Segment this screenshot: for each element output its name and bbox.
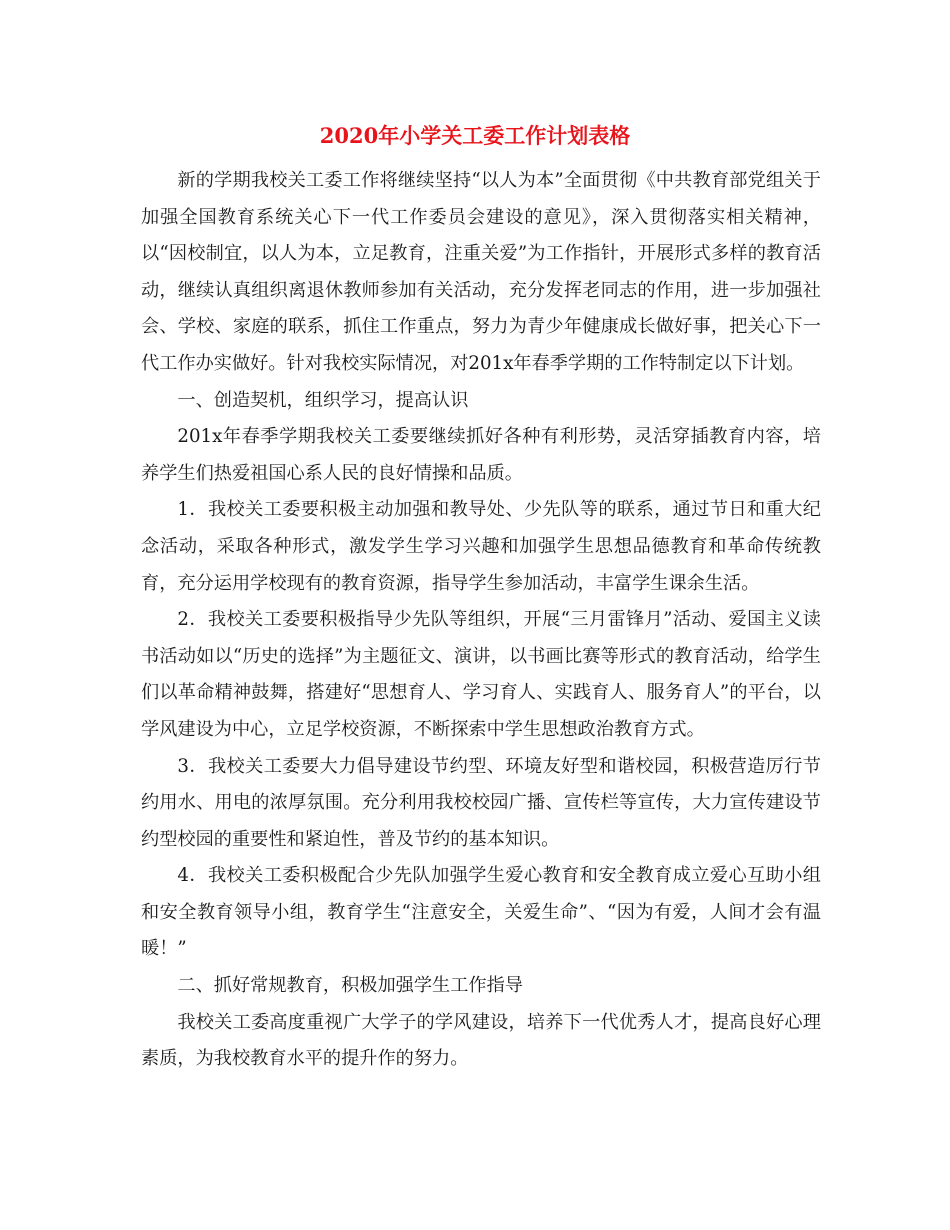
section-heading-1: 一、创造契机，组织学习，提高认识 xyxy=(177,389,469,411)
paragraph: 201x年春季学期我校关工委要继续抓好各种有利形势，灵活穿插教育内容，培养学生们热爱祖国心系人民的良好情操和品质。 xyxy=(141,426,821,484)
paragraph: 我校关工委高度重视广大学子的学风建设，培养下一代优秀人才，提高良好心理素质，为我校教育水平的提升作的努力。 xyxy=(141,1011,821,1070)
section-heading-2: 二、抓好常规教育，积极加强学生工作指导 xyxy=(177,975,523,997)
document-title: 2020年小学关工委工作计划表格 xyxy=(319,123,631,148)
list-item-3: 3．我校关工委要大力倡导建设节约型、环境友好型和谐校园，积极营造厉行节约用水、用电的浓厚氛围。充分利用我校校园广播、宣传栏等宣传，大力宣传建设节约型校园的重要性和紧迫性，普及节约的基本知识。 xyxy=(141,755,821,850)
document-body xyxy=(141,163,821,1078)
list-item-1: 1．我校关工委要积极主动加强和教导处、少先队等的联系，通过节日和重大纪念活动，采取各种形式，激发学生学习兴趣和加强学生思想品德教育和革命传统教育，充分运用学校现有的教育资源，指导学生参加活动，丰富学生课余生活。 xyxy=(141,499,821,594)
list-item-2: 2．我校关工委要积极指导少先队等组织，开展“三月雷锋月”活动、爱国主义读书活动如以“历史的选择”为主题征文、演讲，以书画比赛等形式的教育活动，给学生们以革命精神鼓舞，搭建好“思想育人、学习育人、实践育人、服务育人”的平台，以学风建设为中心，立足学校资源，不断探索中学生思想政治教育方式。 xyxy=(141,609,821,740)
paragraph-intro: 新的学期我校关工委工作将继续坚持“以人为本”全面贯彻《中共教育部党组关于加强全国教育系统关心下一代工作委员会建设的意见》，深入贯彻落实相关精神，以“因校制宜，以人为本，立足教育，注重关爱”为工作指针，开展形式多样的教育活动，继续认真组织离退休教师参加有关活动，充分发挥老同志的作用，进一步加强社会、学校、家庭的联系，抓住工作重点，努力为青少年健康成长做好事，把关心下一代工作办实做好。针对我校实际情况，对201x年春季学期的工作特制定以下计划。 xyxy=(141,170,821,374)
list-item-4: 4．我校关工委积极配合少先队加强学生爱心教育和安全教育成立爱心互助小组和安全教育领导小组，教育学生“注意安全，关爱生命”、“因为有爱，人间才会有温暖！” xyxy=(141,865,821,960)
